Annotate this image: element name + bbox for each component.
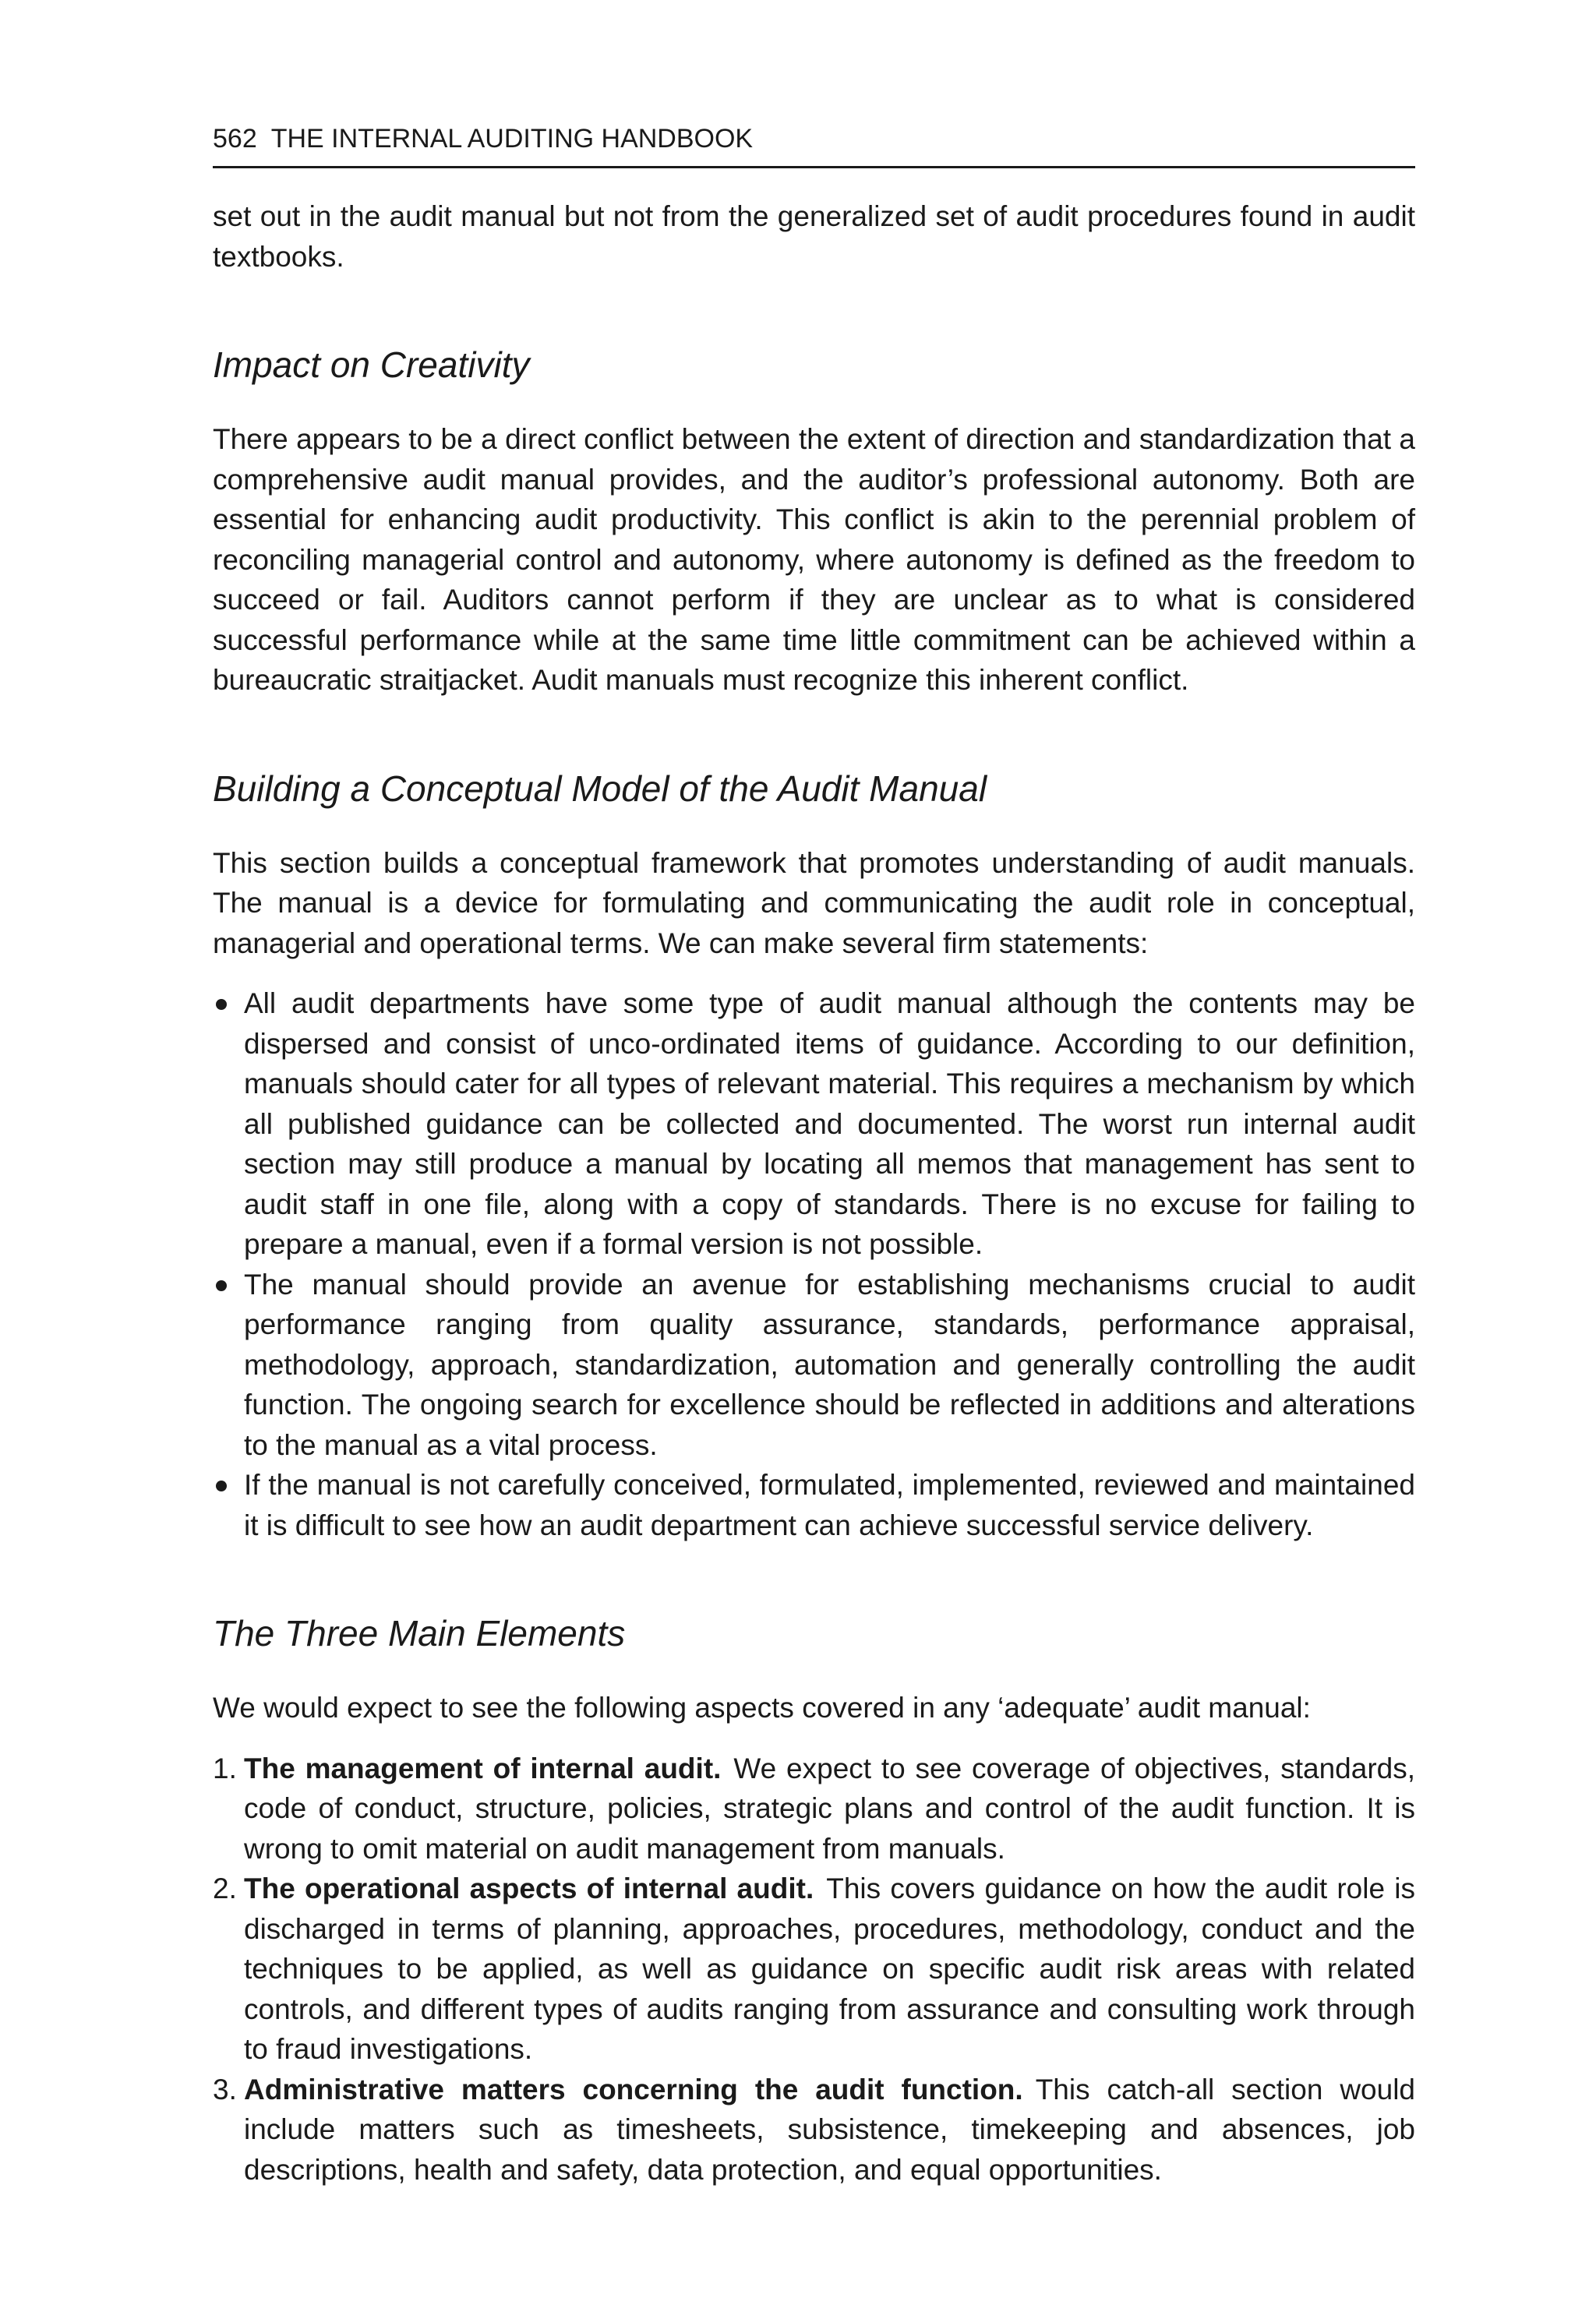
list-item: All audit departments have some type of audit manual although the contents may be dispersed and consist of unco-ordinated items of guidance. According to our definition, manuals should cater for all types of relevant material. This requires a mechanism by which all published guidance can be collected and documented. The worst run internal audit section may still produce a manual by locating all memos that management has sent to audit staff in one file, along with a copy of standards. There is no excuse for failing to prepare a manual, even if a formal version is not possible. (213, 983, 1415, 1265)
item-title: Administrative matters concerning the audit function. (244, 2073, 1023, 2105)
item-title: The operational aspects of internal audit. (244, 1872, 814, 1904)
list-item (213, 1749, 1415, 1869)
list-item: If the manual is not carefully conceived, formulated, implemented, reviewed and maintained it is difficult to see how an audit department can achieve successful service delivery. (213, 1465, 1415, 1545)
list-item (213, 1869, 1415, 2070)
list-item (213, 2070, 1415, 2190)
item-number: 1. (213, 1752, 237, 1784)
item-text: We expect to see coverage of objectives, standards, code of conduct, structure, policies, strategic plans and control of the audit function. It is wrong to omit material on audit management from manuals. (244, 1752, 1415, 1865)
section-heading-creativity: Impact on Creativity (213, 344, 530, 385)
three-elements-paragraph: We would expect to see the following aspects covered in any ‘adequate’ audit manual: (213, 1692, 1311, 1724)
item-number: 2. (213, 1872, 237, 1904)
item-text: This catch-all section would include matters such as timesheets, subsistence, timekeeping and absences, job descriptions, health and safety, data protection, and equal opportunities. (244, 2073, 1415, 2186)
creativity-paragraph: There appears to be a direct conflict between the extent of direction and standardization that a comprehensive audit manual provides, and the auditor’s professional autonomy. Both are essential for enhancing audit productivity. This conflict is akin to the perennial problem of reconciling managerial control and autonomy, where autonomy is defined as the freedom to succeed or fail. Auditors cannot perform if they are unclear as to what is considered successful performance while at the same time little commitment can be achieved within a bureaucratic straitjacket. Audit manuals must recognize this inherent conflict. (213, 423, 1415, 696)
section-heading-conceptual-model: Building a Conceptual Model of the Audit Manual (213, 768, 987, 809)
item-title: The management of internal audit. (244, 1752, 722, 1784)
bullet-icon (216, 1481, 227, 1491)
item-text: This covers guidance on how the audit role is discharged in terms of planning, approaches, procedures, methodology, conduct and the techniques to be applied, as well as guidance on specific audit risk areas with related controls, and different types of audits ranging from assurance and consulting work through to fraud investigations. (244, 1872, 1415, 2065)
running-header (213, 118, 1415, 168)
page-number: 562 (213, 124, 257, 154)
elements-list (213, 1749, 1415, 2190)
bullet-icon (216, 999, 227, 1010)
conceptual-model-paragraph: This section builds a conceptual framework that promotes understanding of audit manuals. The manual is a device for formulating and communicating the audit role in conceptual, managerial and operational terms. We can make several firm statements: (213, 846, 1415, 959)
bullet-icon (216, 1280, 227, 1291)
list-item: The manual should provide an avenue for establishing mechanisms crucial to audit performance ranging from quality assurance, standards, performance appraisal, methodology, approach, standardization, automation and generally controlling the audit function. The ongoing search for excellence should be reflected in additions and alterations to the manual as a vital process. (213, 1265, 1415, 1466)
intro-continuation-paragraph: set out in the audit manual but not from the generalized set of audit procedures found in audit textbooks. (213, 200, 1415, 273)
item-number: 3. (213, 2073, 237, 2105)
running-title: THE INTERNAL AUDITING HANDBOOK (270, 124, 754, 154)
page-body (213, 196, 1415, 2190)
statements-list (213, 983, 1415, 1545)
section-heading-three-elements: The Three Main Elements (213, 1613, 626, 1654)
